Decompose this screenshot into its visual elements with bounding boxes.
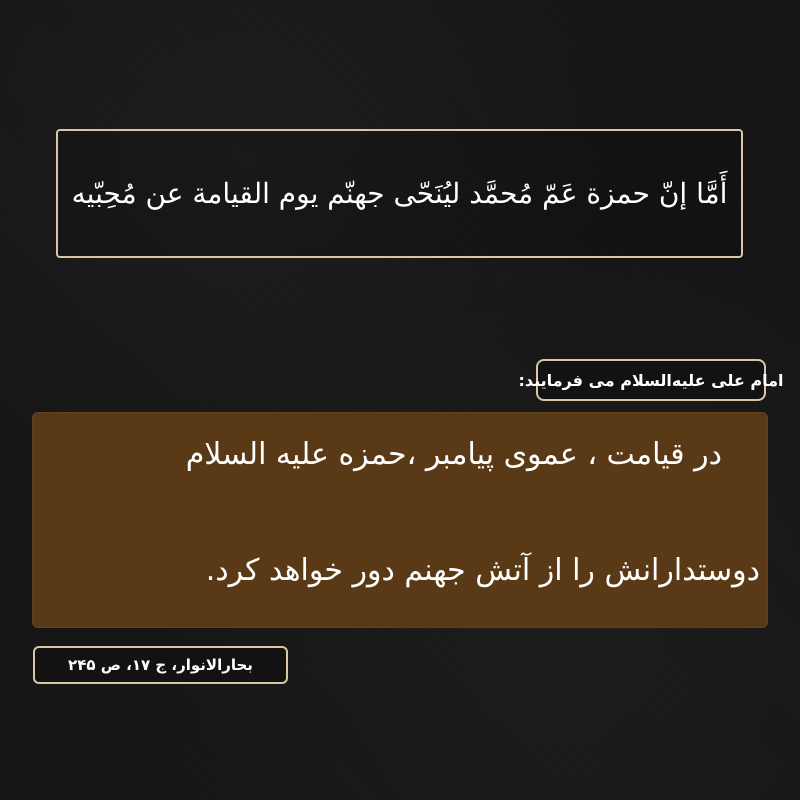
- translation-line-1: در قیامت ، عموی پیامبر ،حمزه علیه السلام: [185, 437, 722, 472]
- source-citation-tag: [33, 646, 288, 684]
- translation-panel: [32, 412, 768, 628]
- arabic-quote-frame: [56, 129, 743, 258]
- arabic-quote-text: أَمَّا إنّ حمزة عَمّ مُحمَّد ليُنَحّى جهنّم يوم القيامة عن مُحِبّيه: [71, 176, 728, 210]
- translation-line-2: دوستدارانش را از آتش جهنم دور خواهد کرد.: [205, 553, 760, 588]
- speaker-label-text: امام علی علیه‌السلام می فرمایند:: [518, 370, 784, 390]
- source-citation-text: بحارالانوار، ج ۱۷، ص ۲۴۵: [68, 656, 253, 674]
- speaker-label-tag: [518, 359, 784, 401]
